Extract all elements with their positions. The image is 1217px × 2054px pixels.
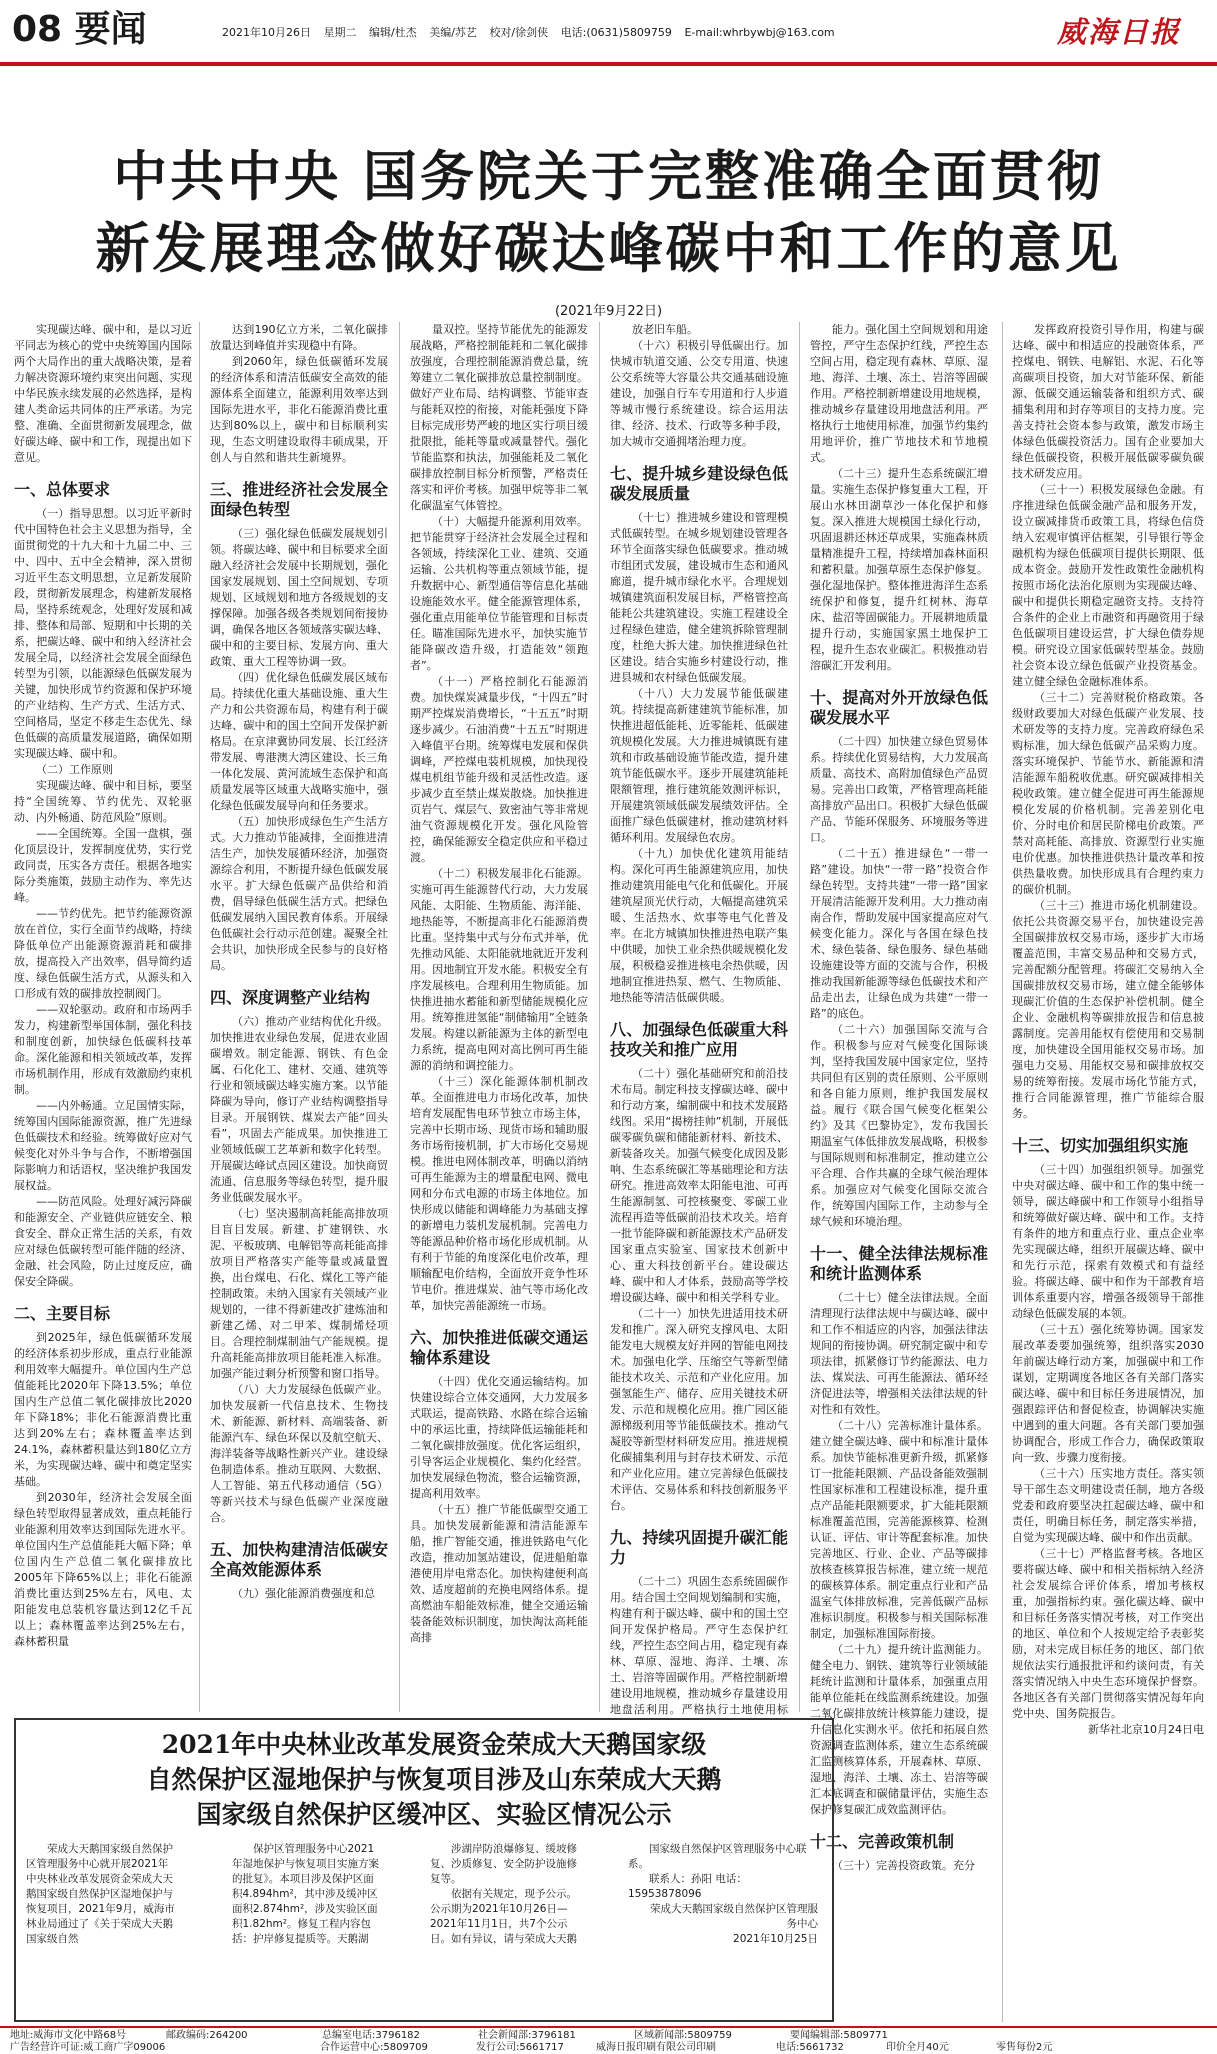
page-footer: [0, 2030, 1217, 2054]
page-header: [0, 0, 1217, 70]
footer-phone: 总编室电话:3796182: [322, 2030, 420, 2041]
headline-line-2: 新发展理念做好碳达峰碳中和工作的意见: [95, 216, 1122, 280]
paragraph: （十九）加快优化建筑用能结构。深化可再生能源建筑应用，加快推动建筑用能电气化和低碳化。开展建筑屋顶光伏行动，大幅提高建筑采暖、生活热水、炊事等电气化普及率。在北方城镇加快推进热电联产集中供暖，加快工业余热供暖规模化发展，积极稳妥推进核电余热供暖，因地制宜推进热泵、燃气、生物质能、地热能等清洁低碳供暖。: [610, 847, 788, 1004]
notice-title-line-3: 国家级自然保护区缓冲区、实验区情况公示: [196, 1800, 672, 1829]
header-meta: [222, 24, 844, 40]
page-number: 08: [12, 9, 63, 50]
paragraph: （九）强化能源消费强度和总: [232, 1587, 375, 1600]
article-date: (2021年9月22日): [554, 304, 663, 319]
footer-license: 广告经营许可证:威工商广字09006: [10, 2042, 166, 2053]
paragraph: （二十四）加快建立绿色贸易体系。持续优化贸易结构，大力发展高质量、高技术、高附加值绿色产品贸易。完善出口政策，严格管理高耗能高排放产品出口。积极扩大绿色低碳产品、节能环保服务、环境服务等进口。: [810, 735, 988, 844]
notice-signature: 荣成大天鹅国家级自然保护区管理服务中心: [650, 1903, 818, 1930]
column-divider: [599, 322, 600, 1712]
paragraph: ——节约优先。把节约能源资源放在首位，实行全面节约战略，持续降低单位产出能源资源消耗和碳排放，提高投入产出效率，倡导简约适度、绿色低碳生活方式，从源头和入口形成有效的碳排放控制阀门。: [14, 907, 192, 1000]
section-heading: 八、加强绿色低碳重大科技攻关和推广应用: [610, 1020, 788, 1059]
notice-column-1: [26, 1842, 176, 2014]
paragraph: 量双控。坚持节能优先的能源发展战略，严格控制能耗和二氧化碳排放强度，合理控制能源消费总量，统筹建立二氧化碳排放总量控制制度。做好产业布局、结构调整、节能审查与能耗双控的衔接，对能耗强度下降目标完成形势严峻的地区实行项目缓批限批，能耗等量或减量替代。强化节能监察和执法，加强能耗及二氧化碳排放控制目标分析预警，严格责任落实和评价考核。加强甲烷等非二氧化碳温室气体管控。: [410, 323, 588, 512]
paragraph: （三十二）完善财税价格政策。各级财政要加大对绿色低碳产业发展、技术研发等的支持力度。完善政府绿色采购标准，加大绿色低碳产品采购力度。落实环境保护、节能节水、新能源和清洁能源车船税收优惠。研究碳减排相关税收政策。建立健全促进可再生能源规模化发展的价格机制。完善差别化电价、分时电价和居民阶梯电价政策。严禁对高耗能、高排放、资源型行业实施电价优惠。加快推进供热计量改革和按供热量收费。加快形成具有合理约束力的碳价机制。: [1012, 691, 1204, 896]
paragraph: （七）坚决遏制高耗能高排放项目盲目发展。新建、扩建钢铁、水泥、平板玻璃、电解铝等高耗能高排放项目严格落实产能等量或减量置换，出台煤电、石化、煤化工等产能控制政策。未纳入国家有关领域产业规划的，一律不得新建改扩建炼油和新建乙烯、对二甲苯、煤制烯烃项目。合理控制煤制油气产能规模。提升高耗能高排放项目能耗准入标准。加强产能过剩分析预警和窗口指导。: [210, 1207, 388, 1380]
header-rule: [0, 62, 1217, 66]
paragraph: （二十五）推进绿色“一带一路”建设。加快“一带一路”投资合作绿色转型。支持共建“一带一路”国家开展清洁能源开发利用。大力推动南南合作，帮助发展中国家提高应对气候变化能力。深化与各国在绿色技术、绿色装备、绿色服务、绿色基础设施建设等方面的交流与合作，积极推动我国新能源等绿色低碳技术和产品走出去，让绿色成为共建“一带一路”的底色。: [810, 847, 988, 1020]
page-number-section: [12, 8, 147, 52]
notice-paragraph: 国家级自然保护区管理服务中心联系。: [628, 1843, 807, 1870]
paragraph: （三十三）推进市场化机制建设。依托公共资源交易平台，加快建设完善全国碳排放权交易市场，逐步扩大市场覆盖范围，丰富交易品种和交易方式，完善配额分配管理。将碳汇交易纳入全国碳排放权交易市场，建立健全能够体现碳汇价值的生态保护补偿机制。健全企业、金融机构等碳排放报告和信息披露制度。完善用能权有偿使用和交易制度，加快建设全国用能权交易市场。加强电力交易、用能权交易和碳排放权交易的统筹衔接。发展市场化节能方式，推行合同能源管理，推广节能综合服务。: [1012, 899, 1204, 1120]
paragraph: （十八）大力发展节能低碳建筑。持续提高新建建筑节能标准，加快推进超低能耗、近零能耗、低碳建筑规模化发展。大力推进城镇既有建筑和市政基础设施节能改造，提升建筑节能低碳水平。逐步开展建筑能耗限额管理，推行建筑能效测评标识，开展建筑领域低碳发展绩效评估。全面推广绿色低碳建材，推动建筑材料循环利用。发展绿色农房。: [610, 687, 788, 844]
editor: 编辑/杜杰: [369, 26, 417, 39]
paragraph: （三十六）压实地方责任。落实领导干部生态文明建设责任制，地方各级党委和政府要坚决扛起碳达峰、碳中和责任，明确目标任务，制定落实举措，自觉为实现碳达峰、碳中和作出贡献。: [1012, 1467, 1204, 1544]
paragraph: （十）大幅提升能源利用效率。把节能贯穿于经济社会发展全过程和各领域，持续深化工业、建筑、交通运输、公共机构等重点领域节能，提升数据中心、新型通信等信息化基础设施能效水平。健全能源管理体系，强化重点用能单位节能管理和目标责任。瞄准国际先进水平，加快实施节能降碳改造升级，打造能效“领跑者”。: [410, 515, 588, 672]
paragraph: 放老旧车船。: [632, 323, 698, 336]
paragraph: （三）强化绿色低碳发展规划引领。将碳达峰、碳中和目标要求全面融入经济社会发展中长期规划，强化国家发展规划、国土空间规划、专项规划、区域规划和地方各级规划的支撑保障。加强各级各类规划间衔接协调，确保各地区各领域落实碳达峰、碳中和的主要目标、发展方向、重大政策、重大工程等协调一致。: [210, 527, 388, 668]
paragraph: （三十一）积极发展绿色金融。有序推进绿色低碳金融产品和服务开发，设立碳减排货币政策工具，将绿色信贷纳入宏观审慎评估框架，引导银行等金融机构为绿色低碳项目提供长期限、低成本资金。鼓励开发性政策性金融机构按照市场化法治化原则为实现碳达峰、碳中和提供长期稳定融资支持。支持符合条件的企业上市融资和再融资用于绿色低碳项目建设运营，扩大绿色债券规模。研究设立国家低碳转型基金。鼓励社会资本设立绿色低碳产业投资基金。建立健全绿色金融标准体系。: [1012, 483, 1204, 688]
section-heading: 二、主要目标: [14, 1304, 111, 1323]
article-headline: [0, 140, 1217, 284]
notice-paragraph: 保护区管理服务中心2021年湿地保护与恢复项目实施方案的批复》。本项目涉及保护区面积4.894hm²，其中涉及缓冲区面积2.874hm²，涉及实验区面积1.82hm²。修复工程内容包括：护岸修复提质等。天鹅湖: [232, 1843, 379, 1945]
proofreader: 校对/徐剑侠: [489, 26, 549, 39]
section-heading: 一、总体要求: [14, 480, 111, 499]
paragraph: （二十一）加快先进适用技术研发和推广。深入研究支撑风电、太阳能发电大规模友好并网的智能电网技术。加强电化学、压缩空气等新型储能技术攻关、示范和产业化应用。加强氢能生产、储存、应用关键技术研发、示范和规模化应用。推广园区能源梯级利用等节能低碳技术。推动气凝胶等新型材料研发应用。推进规模化碳捕集利用与封存技术研发、示范和产业化应用。建立完善绿色低碳技术评估、交易体系和科技创新服务平台。: [610, 1307, 788, 1512]
paragraph: （十六）积极引导低碳出行。加快城市轨道交通、公交专用道、快速公交系统等大容量公共交通基础设施建设，加强自行车专用道和行人步道等城市慢行系统建设。综合运用法律、经济、技术、行政等多种手段，加大城市交通拥堵治理力度。: [610, 339, 788, 448]
paragraph: （十七）推进城乡建设和管理模式低碳转型。在城乡规划建设管理各环节全面落实绿色低碳要求。推动城市组团式发展，建设城市生态和通风廊道，提升城市绿化水平。合理规划城镇建筑面积发展目标，严格管控高能耗公共建筑建设。实施工程建设全过程绿色建造，健全建筑拆除管理制度，杜绝大拆大建。加快推进绿色社区建设。结合实施乡村建设行动，推进县城和农村绿色低碳发展。: [610, 511, 788, 684]
paragraph: ——内外畅通。立足国情实际，统筹国内国际能源资源，推广先进绿色低碳技术和经验。统筹做好应对气候变化对外斗争与合作，不断增强国际影响力和话语权，坚决维护我国发展权益。: [14, 1099, 192, 1192]
column-divider: [1002, 322, 1003, 2022]
paragraph: （二十三）提升生态系统碳汇增量。实施生态保护修复重大工程，开展山水林田湖草沙一体化保护和修复。深入推进大规模国土绿化行动，巩固退耕还林还草成果，实施森林质量精准提升工程，持续增加森林面积和蓄积量。加强草原生态保护修复。强化湿地保护。整体推进海洋生态系统保护和修复，提升红树林、海草床、盐沼等固碳能力。开展耕地质量提升行动，实施国家黑土地保护工程，提升生态农业碳汇。积极推动岩溶碳汇开发利用。: [810, 467, 988, 672]
paragraph: （一）指导思想。以习近平新时代中国特色社会主义思想为指导，全面贯彻党的十九大和十九届二中、三中、四中、五中全会精神，深入贯彻习近平生态文明思想，立足新发展阶段，贯彻新发展理念，构建新发展格局，坚持系统观念，处理好发展和减排、整体和局部、短期和中长期的关系，把碳达峰、碳中和纳入经济社会发展全局，以经济社会发展全面绿色转型为引领，以能源绿色低碳发展为关键，加快形成节约资源和保护环境的产业结构、生产方式、生活方式、空间格局，坚定不移走生态优先、绿色低碳的高质量发展道路，确保如期实现碳达峰、碳中和。: [14, 507, 192, 760]
section-heading: 十二、完善政策机制: [810, 1832, 955, 1851]
footer-phone: 发行公司:5661717: [476, 2042, 564, 2053]
paragraph: 达到190亿立方米，二氧化碳排放量达到峰值并实现稳中有降。: [210, 323, 388, 352]
paragraph: （六）推动产业结构优化升级。加快推进农业绿色发展，促进农业固碳增效。制定能源、钢铁、有色金属、石化化工、建材、交通、建筑等行业和领域碳达峰实施方案。以节能降碳为导向，修订产业结构调整指导目录。开展钢铁、煤炭去产能“回头看”，巩固去产能成果。加快推进工业领域低碳工艺革新和数字化转型。开展碳达峰试点园区建设。加快商贸流通、信息服务等绿色转型，提升服务业低碳发展水平。: [210, 1015, 388, 1204]
paragraph: （二十六）加强国际交流与合作。积极参与应对气候变化国际谈判，坚持我国发展中国家定位，坚持共同但有区别的责任原则、公平原则和各自能力原则，维护我国发展权益。履行《联合国气候变化框架公约》及其《巴黎协定》，发布我国长期温室气体低排放发展战略，积极参与国际规则和标准制定，推动建立公平合理、合作共赢的全球气候治理体系。加强应对气候变化国际交流合作，统筹国内国际工作，主动参与全球气候和环境治理。: [810, 1023, 988, 1228]
paragraph: （二十二）巩固生态系统固碳作用。结合国土空间规划编制和实施，构建有利于碳达峰、碳中和的国土空间开发保护格局。严守生态保护红线，严控生态空间占用，稳定现有森林、草原、湿地、海洋、土壤、冻土、岩溶等固碳作用。严格控制新增建设用地规模，推动城乡存量建设用地盘活利用。严格执行土地使用标: [610, 1575, 788, 1716]
paragraph: 实现碳达峰、碳中和目标，要坚持“全国统筹、节约优先、双轮驱动、内外畅通、防范风险”原则。: [14, 779, 192, 824]
column-divider: [199, 322, 200, 1712]
paragraph: （二十七）健全法律法规。全面清理现行法律法规中与碳达峰、碳中和工作不相适应的内容，加强法律法规间的衔接协调。研究制定碳中和专项法律，抓紧修订节约能源法、电力法、煤炭法、可再生能源法、循环经济促进法等，增强相关法律法规的针对性和有效性。: [810, 1291, 988, 1416]
notice-column-4: [628, 1842, 818, 2014]
paragraph: （二）工作原则: [36, 763, 113, 776]
header-phone: 电话:(0631)5809759: [560, 26, 672, 39]
section-heading: 九、持续巩固提升碳汇能力: [610, 1528, 788, 1567]
paragraph: 发挥政府投资引导作用，构建与碳达峰、碳中和相适应的投融资体系，严控煤电、钢铁、电解铝、水泥、石化等高碳项目投资，加大对节能环保、新能源、低碳交通运输装备和组织方式、碳捕集利用和封存等项目的支持力度。完善支持社会资本参与政策，激发市场主体绿色低碳投资活力。国有企业要加大绿色低碳投资，积极开展低碳零碳负碳技术研发应用。: [1012, 323, 1204, 480]
weekday: 星期二: [323, 26, 357, 39]
notice-contact: 联系人：孙阳 电话：15953878096: [628, 1873, 747, 1900]
paragraph: 到2030年，经济社会发展全面绿色转型取得显著成效，重点耗能行业能源利用效率达到国际先进水平。单位国内生产总值能耗大幅下降；单位国内生产总值二氧化碳排放比2005年下降65%以上；非化石能源消费比重达到25%左右，风电、太阳能发电总装机容量达到12亿千瓦以上；森林覆盖率达到25%左右，森林蓄积量: [14, 1491, 192, 1648]
column-divider: [399, 322, 400, 1712]
paragraph: （十一）严格控制化石能源消费。加快煤炭减量步伐，“十四五”时期严控煤炭消费增长，“十五五”时期逐步减少。石油消费“十五五”时期进入峰值平台期。统筹煤电发展和保供调峰，严控煤电装机规模，加快现役煤电机组节能升级和灵活性改造。逐步减少直至禁止煤炭散烧。加快推进页岩气、煤层气、致密油气等非常规油气资源规模化开发。强化风险管控，确保能源安全稳定供应和平稳过渡。: [410, 675, 588, 864]
footer-address: 地址:威海市文化中路68号: [10, 2030, 127, 2041]
section-heading: 六、加快推进低碳交通运输体系建设: [410, 1328, 588, 1367]
paragraph: （四）优化绿色低碳发展区域布局。持续优化重大基础设施、重大生产力和公共资源布局，构建有利于碳达峰、碳中和的国土空间开发保护新格局。在京津冀协同发展、长江经济带发展、粤港澳大湾区建设、长三角一体化发展、黄河流域生态保护和高质量发展等区域重大战略实施中，强化绿色低碳发展导向和任务要求。: [210, 671, 388, 812]
newspaper-logo: 威海日报: [1056, 15, 1181, 49]
footer-price: 印价全月40元: [886, 2042, 949, 2053]
notice-paragraph: 荣成大天鹅国家级自然保护区管理服务中心就开展2021年中央林业改革发展资金荣成大天鹅国家级自然保护区湿地保护与恢复项目，2021年9月，威海市林业局通过了《关于荣成大天鹅国家级自然: [26, 1843, 175, 1945]
header-email: E-mail:whrbywbj@163.com: [684, 26, 835, 39]
paragraph: （二十）强化基础研究和前沿技术布局。制定科技支撑碳达峰、碳中和行动方案，编制碳中和技术发展路线图。采用“揭榜挂帅”机制，开展低碳零碳负碳和储能新材料、新技术、新装备攻关。加强气候变化成因及影响、生态系统碳汇等基础理论和方法研究。推进高效率太阳能电池、可再生能源制氢、可控核聚变、零碳工业流程再造等低碳前沿技术攻关。培育一批节能降碳和新能源技术产品研发国家重点实验室、国家技术创新中心、重大科技创新平台。建设碳达峰、碳中和人才体系，鼓励高等学校增设碳达峰、碳中和相关学科专业。: [610, 1067, 788, 1304]
paragraph: （五）加快形成绿色生产生活方式。大力推动节能减排，全面推进清洁生产，加快发展循环经济，加强资源综合利用，不断提升绿色低碳发展水平。扩大绿色低碳产品供给和消费，倡导绿色低碳生活方式。把绿色低碳发展纳入国民教育体系。开展绿色低碳社会行动示范创建。凝聚全社会共识，加快形成全民参与的良好格局。: [210, 815, 388, 972]
section-heading: 三、推进经济社会发展全面绿色转型: [210, 480, 388, 519]
paragraph: 到2060年，绿色低碳循环发展的经济体系和清洁低碳安全高效的能源体系全面建立，能源利用效率达到国际先进水平，非化石能源消费比重达到80%以上，碳中和目标顺利实现，生态文明建设取得丰硕成果，开创人与自然和谐共生新境界。: [210, 355, 388, 464]
paragraph: （三十四）加强组织领导。加强党中央对碳达峰、碳中和工作的集中统一领导，碳达峰碳中和工作领导小组指导和统筹做好碳达峰、碳中和工作。支持有条件的地方和重点行业、重点企业率先实现碳达峰，组织开展碳达峰、碳中和先行示范，探索有效模式和有益经验。将碳达峰、碳中和作为干部教育培训体系重要内容，增强各级领导干部推动绿色低碳发展的本领。: [1012, 1163, 1204, 1320]
notice-date: 2021年10月25日: [733, 1933, 818, 1945]
article-column-6: [1012, 322, 1204, 2022]
section-heading: 四、深度调整产业结构: [210, 988, 371, 1007]
footer-price: 零售每份2元: [996, 2042, 1053, 2053]
headline-line-1: 中共中央 国务院关于完整准确全面贯彻: [113, 144, 1104, 208]
footer-phone: 电话:5661732: [776, 2042, 844, 2053]
issue-date: 2021年10月26日: [222, 26, 311, 39]
paragraph: （二十八）完善标准计量体系。建立健全碳达峰、碳中和标准计量体系。加快节能标准更新升级，抓紧修订一批能耗限额、产品设备能效强制性国家标准和工程建设标准，提升重点产品能耗限额要求，扩大能耗限额标准覆盖范围，完善能源核算、检测认证、评估、审计等配套标准。加快完善地区、行业、企业、产品等碳排放核查核算报告标准，建立统一规范的碳核算体系。制定重点行业和产品温室气体排放标准，完善低碳产品标准标识制度。积极参与相关国际标准制定，加强标准国际衔接。: [810, 1419, 988, 1640]
article-column-1: [14, 322, 192, 1720]
article-column-3: [410, 322, 588, 1720]
paragraph: （三十）完善投资政策。充分: [832, 1859, 975, 1872]
column-divider: [799, 322, 800, 1712]
notice-title: [4, 1727, 864, 1832]
notice-paragraph: 涉湖岸防浪爆修复、缓坡修复、沙质修复、安全防护设施修复等。: [430, 1843, 577, 1885]
paragraph: ——防范风险。处理好减污降碳和能源安全、产业链供应链安全、粮食安全、群众正常生活的关系，有效应对绿色低碳转型可能伴随的经济、金融、社会风险，防止过度反应，确保安全降碳。: [14, 1195, 192, 1288]
footer-phone: 区域新闻部:5809759: [634, 2030, 732, 2041]
footer-postcode: 邮政编码:264200: [166, 2030, 248, 2041]
footer-printer: 威海日报印刷有限公司印刷: [596, 2042, 716, 2053]
notice-column-3: [430, 1842, 580, 2014]
footer-phone: 要闻编辑部:5809771: [790, 2030, 888, 2041]
paragraph: （三十七）严格监督考核。各地区要将碳达峰、碳中和相关指标纳入经济社会发展综合评价体系，增加考核权重，加强指标约束。强化碳达峰、碳中和目标任务落实情况考核，对工作突出的地区、单位和个人按规定给予表彰奖励，对未完成目标任务的地区、部门依规依法实行通报批评和约谈问责，有关落实情况纳入中央生态环境保护督察。各地区各有关部门贯彻落实情况每年向党中央、国务院报告。: [1012, 1547, 1204, 1720]
paragraph: 实现碳达峰、碳中和，是以习近平同志为核心的党中央统筹国内国际两个大局作出的重大战略决策，是着力解决资源环境约束突出问题、实现中华民族永续发展的必然选择，是构建人类命运共同体的庄严承诺。为完整、准确、全面贯彻新发展理念，做好碳达峰、碳中和工作，现提出如下意见。: [14, 323, 192, 464]
paragraph: ——双轮驱动。政府和市场两手发力，构建新型举国体制，强化科技和制度创新，加快绿色低碳科技革命。深化能源和相关领域改革，发挥市场机制作用，形成有效激励约束机制。: [14, 1003, 192, 1096]
notice-title-line-1: 2021年中央林业改革发展资金荣成大天鹅国家级: [161, 1730, 707, 1759]
section-heading: 十、提高对外开放绿色低碳发展水平: [810, 688, 988, 727]
dateline: 新华社北京10月24日电: [1088, 1723, 1204, 1736]
section-heading: 五、加快构建清洁低碳安全高效能源体系: [210, 1540, 388, 1579]
article-column-4: [610, 322, 788, 1720]
footer-phone: 合作运营中心:5809709: [320, 2042, 428, 2053]
paragraph: 能力。强化国土空间规划和用途管控，严守生态保护红线，严控生态空间占用，稳定现有森林、草原、湿地、海洋、土壤、冻土、岩溶等固碳作用。严格控制新增建设用地规模，推动城乡存量建设用地盘活利用。严格执行土地使用标准，加强节约集约用地评价，推广节地技术和节地模式。: [810, 323, 988, 464]
notice-column-2: [232, 1842, 382, 2014]
footer-row-2: [0, 2042, 1217, 2054]
section-heading: 七、提升城乡建设绿色低碳发展质量: [610, 464, 788, 503]
paragraph: 到2025年，绿色低碳循环发展的经济体系初步形成，重点行业能源利用效率大幅提升。单位国内生产总值能耗比2020年下降13.5%；单位国内生产总值二氧化碳排放比2020年下降18%；非化石能源消费比重达到20%左右；森林覆盖率达到24.1%，森林蓄积量达到180亿立方米，为实现碳达峰、碳中和奠定坚实基础。: [14, 1331, 192, 1488]
footer-rule: [0, 2026, 1217, 2028]
paragraph: （八）大力发展绿色低碳产业。加快发展新一代信息技术、生物技术、新能源、新材料、高端装备、新能源汽车、绿色环保以及航空航天、海洋装备等战略性新兴产业。建设绿色制造体系。推动互联网、大数据、人工智能、第五代移动通信（5G）等新兴技术与绿色低碳产业深度融合。: [210, 1383, 388, 1524]
paragraph: （十四）优化交通运输结构。加快建设综合立体交通网，大力发展多式联运，提高铁路、水路在综合运输中的承运比重，持续降低运输能耗和二氧化碳排放强度。优化客运组织，引导客运企业规模化、集约化经营。加快发展绿色物流，整合运输资源，提高利用效率。: [410, 1375, 588, 1500]
designer: 美编/苏艺: [429, 26, 477, 39]
paragraph: （三十五）强化统筹协调。国家发展改革委要加强统筹，组织落实2030年前碳达峰行动方案，加强碳中和工作谋划，定期调度各地区各有关部门落实碳达峰、碳中和目标任务进展情况，加强跟踪评估和督促检查，协调解决实施中遇到的重大问题。各有关部门要加强协调配合，形成工作合力，确保政策取向一致、步骤力度衔接。: [1012, 1323, 1204, 1464]
section-heading: 十一、健全法律法规标准和统计监测体系: [810, 1244, 988, 1283]
footer-phone: 社会新闻部:3796181: [478, 2030, 576, 2041]
notice-title-line-2: 自然保护区湿地保护与恢复项目涉及山东荣成大天鹅: [146, 1765, 722, 1794]
paragraph: （十五）推广节能低碳型交通工具。加快发展新能源和清洁能源车船，推广智能交通，推进铁路电气化改造，推动加氢站建设，促进船舶靠港使用岸电常态化。加快构建便利高效、适度超前的充换电网络体系。提高燃油车船能效标准，健全交通运输装备能效标识制度，加快淘汰高耗能高排: [410, 1503, 588, 1644]
paragraph: （二十九）提升统计监测能力。健全电力、钢铁、建筑等行业领域能耗统计监测和计量体系，加强重点用能单位能耗在线监测系统建设。加强二氧化碳排放统计核算能力建设，提升信息化实测水平。依托和拓展自然资源调查监测体系，建立生态系统碳汇监测核算体系，开展森林、草原、湿地、海洋、土壤、冻土、岩溶等碳汇本底调查和碳储量评估，实施生态保护修复碳汇成效监测评估。: [810, 1643, 988, 1816]
footer-row-1: [0, 2030, 1217, 2042]
paragraph: ——全国统筹。全国一盘棋，强化顶层设计，发挥制度优势，实行党政同责，压实各方责任。根据各地实际分类施策，鼓励主动作为、率先达峰。: [14, 827, 192, 904]
paragraph: （十二）积极发展非化石能源。实施可再生能源替代行动，大力发展风能、太阳能、生物质能、海洋能、地热能等，不断提高非化石能源消费比重。坚持集中式与分布式并举，优先推动风能、太阳能就地就近开发利用。因地制宜开发水能。积极安全有序发展核电。合理利用生物质能。加快推进抽水蓄能和新型储能规模化应用。统筹推进氢能“制储输用”全链条发展。构建以新能源为主体的新型电力系统，提高电网对高比例可再生能源的消纳和调控能力。: [410, 867, 588, 1072]
paragraph: （十三）深化能源体制机制改革。全面推进电力市场化改革，加快培育发展配售电环节独立市场主体，完善中长期市场、现货市场和辅助服务市场衔接机制，扩大市场化交易规模。推进电网体制改革，明确以消纳可再生能源为主的增量配电网、微电网和分布式电源的市场主体地位。加快形成以储能和调峰能力为基础支撑的新增电力装机发展机制。完善电力等能源品种价格市场化形成机制。从有利于节能的角度深化电价改革，理顺输配电价结构，全面放开竞争性环节电价。推进煤炭、油气等市场化改革，加快完善能源统一市场。: [410, 1075, 588, 1312]
section-heading: 十三、切实加强组织实施: [1012, 1136, 1189, 1155]
notice-paragraph: 依据有关规定，现予公示。公示期为2021年10月26日—2021年11月1日，共7个公示日。如有异议，请与荣成大天鹅: [430, 1888, 577, 1945]
section-name: 要闻: [74, 9, 147, 50]
article-column-2: [210, 322, 388, 1720]
